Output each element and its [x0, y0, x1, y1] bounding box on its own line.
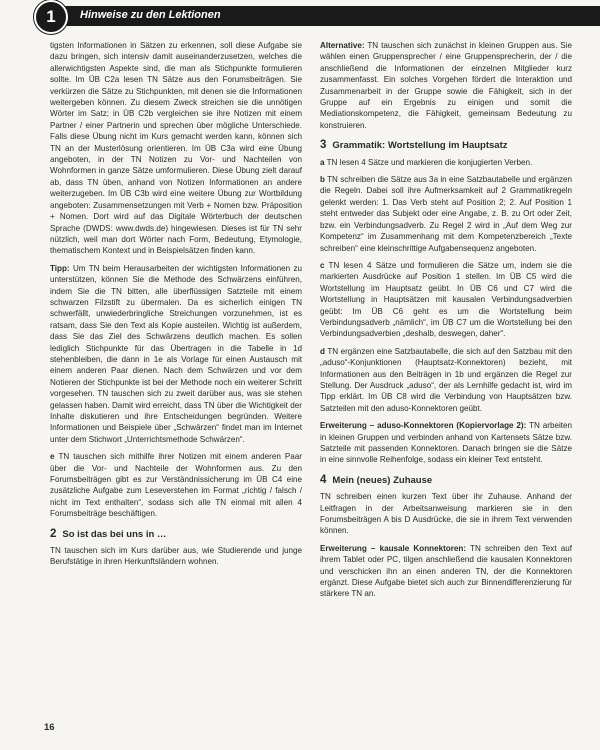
- paragraph-3a: [320, 157, 572, 168]
- section-4-text: TN schreiben einen kurzen Text über ihr Zuhause. Anhand der Leitfragen in der Arbeitsanweisung markieren sie in den Forumsbeiträgen A bis D Ausdrücke, die sie in ihrem Text verwenden können.: [320, 492, 572, 536]
- paragraph-intro: tigsten Informationen in Sätzen zu erkennen, soll diese Aufgabe sie dazu bringen, sich intensiv damit auseinanderzusetzen, welches die allerwichtigsten Aspekte sind, die man als Stichpunkte formulieren sollte. Im ÜB C2a lesen TN Sätze aus den Forumsbeiträgen. Sie verkürzen die Sätze zu Stichpunkten, mit denen sie die Informationen weitergeben können. Zu diesem Zweck streichen sie die unnötigen Wörter im Satz; in ÜB C2b vergleichen sie ihre Notizen mit einem Partner / einer Partnerin und sprechen über mögliche Unterschiede. Falls diese Übung nicht im Kurs gemacht werden kann, können sich TN an der Musterlösung orientieren. Im ÜB C3a wird eine Übung angeboten, in der TN Notizen zu Vor- und Nachteilen von Wohnformen in ganze Sätze umformulieren. Diese Übung zielt darauf ab, dass TN üben, anhand von Notizen Informationen an andere weiterzugeben. Im ÜB C3b wird eine weitere Übung zur Wortbildung angeboten: Zusammensetzungen mit Verb + Nomen bzw. Präposition + Nomen. Dort wird auf das Digitale Wörterbuch der deutschen Sprache (DWDS: www.dwds.de) hingewiesen. Dieses ist für TN sehr nützlich, weil man dort Wörter nach Form, Bedeutung, Etymologie, thematischem Kontext und in Beispielsätzen finden kann.: [50, 41, 302, 256]
- task-d-label: d: [320, 346, 325, 356]
- section-3-title: Grammatik: Wortstellung im Hauptsatz: [332, 140, 508, 152]
- header-title: Hinweise zu den Lektionen: [80, 9, 221, 21]
- right-column: [320, 40, 572, 606]
- paragraph-alternative: [320, 40, 572, 131]
- paragraph-3c: [320, 260, 572, 340]
- section-2-text: TN tauschen sich im Kurs darüber aus, wie Studierende und junge Berufstätige in ihren Herkunftsländern wohnen.: [50, 546, 302, 567]
- task-a-label: a: [320, 157, 325, 167]
- task-b-label: b: [320, 175, 325, 185]
- section-2-number: 2: [50, 527, 57, 540]
- paragraph-extension-kausal: [320, 543, 572, 600]
- extension-aduso-text: TN arbeiten in kleinen Gruppen und verbinden anhand von Kartensets Sätze bzw. Satzteile mit passenden Konnektoren. Danach bringen sie die Sätze in eine sinnvolle Reihenfolge, sodass ein kleiner Text entsteht.: [320, 421, 572, 465]
- extension-kausal-text: TN schreiben den Text auf ihrem Tablet oder PC, tilgen anschließend die kausalen Konnektoren und verschicken ihn an einen anderen TN, der die Konnektoren ergänzt. Diese Aufgabe bietet sich auch zur Binnendifferenzierung für stärkere TN an.: [320, 543, 572, 599]
- section-2-title: So ist das bei uns in …: [62, 528, 167, 540]
- paragraph-3d: [320, 346, 572, 414]
- extension-aduso-label: Erweiterung – aduso-Konnektoren (Kopiervorlage 2):: [320, 421, 527, 431]
- section-2-heading: [50, 529, 302, 540]
- section-4-title: Mein (neues) Zuhause: [332, 474, 433, 486]
- tip-text: Um TN beim Herausarbeiten der wichtigsten Informationen zu unterstützen, können Sie die Methode des Schwärzens einführen, indem Sie die TN bitten, alle überflüssigen Satzteile mit einem schwarzen Filzstift zu übermalen. Da es sicherlich einigen TN schwerfällt, unwiederbringliche Streichungen vorzunehmen, ist es ratsam, dass Sie den Text als Kopie austeilen. Wichtig ist außerdem, dass Sie das Ziel des Schwärzens deutlich machen. Es sollen lediglich Stichpunkte für das Übertragen in die Tabelle in 1d stehenbleiben, die dann in 1e als Vorlage für einen Austausch mit einem anderen Paar dienen. Nach dem Schwärzen und vor dem Notieren der Stichpunkte ist bei der Methode noch ein weiterer Schritt vorgesehen. TN tauschen sich zu zweit darüber aus, was sie stehen gelassen haben. Damit wird erreicht, dass TN über die Wichtigkeit der Inhalte diskutieren und ihre Entscheidungen begründen. Weitere Informationen und Beispiele über „Schwärzen“ findet man im Internet unter dem Stichwort „Unterrichtsmethode Schwärzen“.: [50, 263, 302, 444]
- paragraph-tip: [50, 263, 302, 446]
- alternative-text: TN tauschen sich zunächst in kleinen Gruppen aus. Sie wählen einen Gruppensprecher / eine Gruppensprecherin, der / die anschließend die Informationen der einzelnen Mitglieder kurz zusammenfasst. Ein solches Vorgehen fördert die Interaktion und Zusammenarbeit in der Gruppe sowie die Fähigkeit, sich in der Gruppe auf ein Ergebnis zu einigen und somit die Mediationskompetenz, die Fähigkeit, gemeinsam Bedeutung zu konstruieren.: [320, 41, 572, 130]
- paragraph-e: [50, 451, 302, 519]
- tip-label: Tipp:: [50, 263, 70, 273]
- page-number: 16: [44, 722, 55, 733]
- task-e-text: TN tauschen sich mithilfe ihrer Notizen mit einem anderen Paar über die Vor- und Nachteile der Wohnformen aus. Zu den Forumsbeiträgen gibt es zur Verständnissicherung im ÜB C4 eine zusätzliche Aufgabe zum Leseverstehen im Format „richtig / falsch / nicht im Text enthalten“, sodass sich alle TN einmal mit allen 4 Forumsbeiträge beschäftigen.: [50, 452, 302, 519]
- paragraph-extension-aduso: [320, 420, 572, 466]
- task-d-text: TN ergänzen eine Satzbautabelle, die sich auf den Satzbau mit den „aduso“-Konjunktionen (Hauptsatz-Konnektoren) bezieht, mit Informationen aus den Beiträgen in 1b und ergänzen die Regel zur Stellung. Der Ausdruck „aduso“, der als Lernhilfe gedacht ist, wird im Tipp erklärt. Im ÜB C8 wird die Verbindung von Hauptsätzen bzw. Satzteilen mit den aduso-Konnektoren geübt.: [320, 346, 572, 413]
- task-e-label: e: [50, 452, 55, 462]
- alternative-label: Alternative:: [320, 41, 365, 50]
- section-3-heading: [320, 140, 572, 151]
- task-a-text: TN lesen 4 Sätze und markieren die konjugierten Verben.: [324, 157, 533, 167]
- left-column: [50, 40, 302, 574]
- task-b-text: TN schreiben die Sätze aus 3a in eine Satzbautabelle und ergänzen die Regeln. Dabei soll ihre Aufmerksamkeit auf 2 Grammatikregeln gelenkt werden: 1. Das Verb steht auf Position 2; 2. Auf Position 1 steht entweder das Subjekt oder eine Angabe, z. B. zu Ort oder Zeit, bzw. ein Verbindungsadverb. Zu Regel 2 wird in „Auf dem Weg zur Kompetenz“ im Zusammenhang mit dem Kompetenzbereich „Texte schreiben“ eine kleinschrittige Aufgabensequenz angeboten.: [320, 175, 572, 253]
- section-4-number: 4: [320, 473, 327, 486]
- section-3-number: 3: [320, 139, 327, 152]
- extension-kausal-label: Erweiterung – kausale Konnektoren:: [320, 543, 467, 553]
- page-header: [0, 0, 600, 30]
- task-c-label: c: [320, 260, 325, 270]
- chapter-number-badge: 1: [34, 0, 68, 34]
- task-c-text: TN lesen 4 Sätze und formulieren die Sätze um, indem sie die markierten Ausdrücke auf Position 1 stellen. Im ÜB C5 wird die Wortstellung im Hauptsatz geübt. In ÜB C6 und C7 wird die Wortstellung in Hauptsätzen mit kausalen Verbindungsadverbien geübt: Im ÜB C6 geht es um die Wortstellung beim Verbindungsadverb „nämlich“, im ÜB C7 um die Wortstellung bei den Verbindungsadverbien „deshalb, deswegen, daher“.: [320, 260, 572, 339]
- section-4-heading: [320, 475, 572, 486]
- paragraph-3b: [320, 174, 572, 254]
